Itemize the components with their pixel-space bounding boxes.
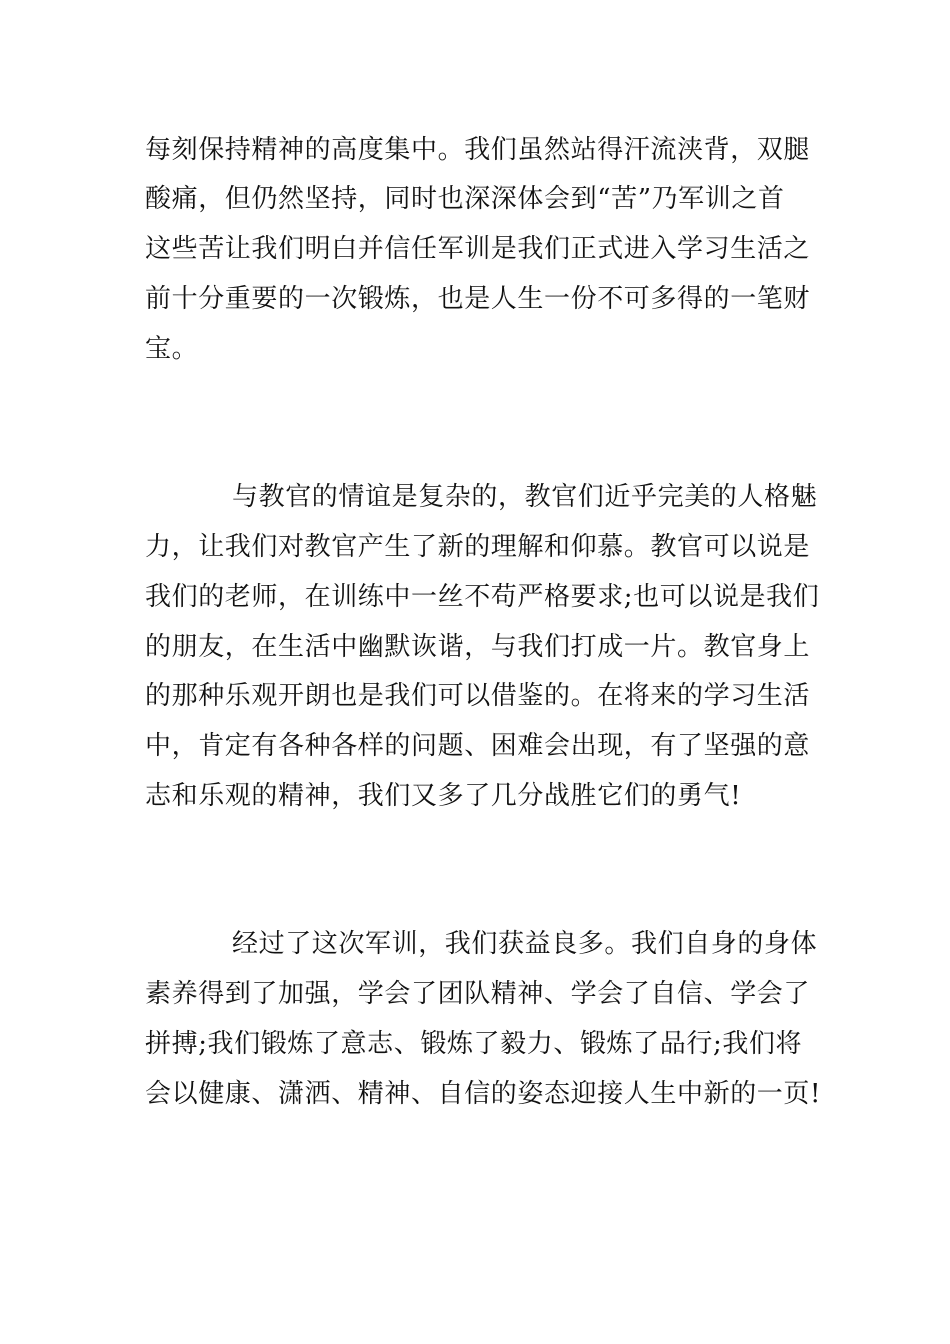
paragraph-line: 与教官的情谊是复杂的，教官们近乎完美的人格魅 xyxy=(232,482,818,512)
paragraph-line: 力，让我们对教官产生了新的理解和仰慕。教官可以说是 xyxy=(145,532,811,562)
paragraph-line: 素养得到了加强，学会了团队精神、学会了自信、学会了 xyxy=(145,979,811,1009)
paragraph-line: 宝。 xyxy=(145,334,199,364)
paragraph-line: 的朋友，在生活中幽默诙谐，与我们打成一片。教官身上 xyxy=(145,632,811,662)
paragraph-line: 前十分重要的一次锻炼，也是人生一份不可多得的一笔财 xyxy=(145,284,811,314)
paragraph-line: 我们的老师，在训练中一丝不苟严格要求;也可以说是我们 xyxy=(145,582,820,612)
paragraph-line: 拼搏;我们锻炼了意志、锻炼了毅力、锻炼了品行;我们将 xyxy=(145,1029,803,1059)
paragraph-line: 志和乐观的精神，我们又多了几分战胜它们的勇气! xyxy=(145,781,742,811)
paragraph-line: 的那种乐观开朗也是我们可以借鉴的。在将来的学习生活 xyxy=(145,681,811,711)
paragraph-line: 中，肯定有各种各样的问题、困难会出现，有了坚强的意 xyxy=(145,731,811,761)
paragraph-line: 经过了这次军训，我们获益良多。我们自身的身体 xyxy=(232,929,818,959)
paragraph-line: 这些苦让我们明白并信任军训是我们正式进入学习生活之 xyxy=(145,234,811,264)
paragraph-line: 会以健康、潇洒、精神、自信的姿态迎接人生中新的一页! xyxy=(145,1079,822,1109)
paragraph-line: 每刻保持精神的高度集中。我们虽然站得汗流浃背，双腿 xyxy=(145,135,811,165)
paragraph-line: 酸痛，但仍然坚持，同时也深深体会到“苦”乃军训之首 xyxy=(145,184,785,214)
